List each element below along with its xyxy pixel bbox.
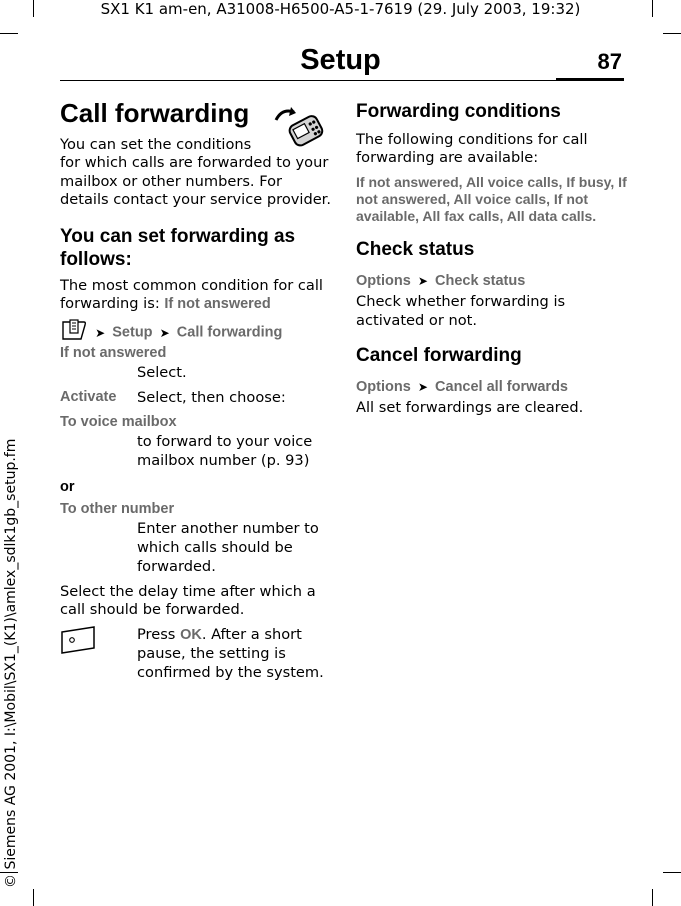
crop-mark bbox=[663, 872, 681, 873]
press-ok-text: pause, the setting is bbox=[137, 645, 286, 662]
select-text: Select. bbox=[137, 364, 187, 381]
forwarding-subheading: follows: bbox=[60, 249, 132, 270]
common-condition-prefix: forwarding is: bbox=[60, 295, 160, 312]
check-status-text: Check whether forwarding is bbox=[356, 293, 566, 310]
file-info: SX1 K1 am-en, A31008-H6500-A5-1-7619 (29. July 2003, 19:32) bbox=[100, 0, 581, 18]
press-ok-text bbox=[137, 625, 302, 644]
conditions-list: not answered, All voice calls, If not bbox=[356, 191, 589, 207]
header-rule bbox=[60, 80, 624, 81]
softkey-icon bbox=[60, 625, 98, 655]
intro-line: You can set the conditions bbox=[60, 136, 252, 153]
other-number-text: which calls should be bbox=[137, 539, 293, 556]
forwarding-subheading: You can set forwarding as bbox=[60, 226, 296, 247]
intro-line: for which calls are forwarded to your bbox=[60, 154, 329, 171]
arrow-icon: ➤ bbox=[417, 380, 428, 394]
phone-forward-icon bbox=[272, 106, 328, 152]
page-title: Setup bbox=[300, 44, 381, 76]
check-status-heading: Check status bbox=[356, 239, 475, 260]
conditions-text: The following conditions for call bbox=[356, 131, 588, 148]
press-suffix: . After a short bbox=[201, 626, 302, 643]
arrow-icon: ➤ bbox=[417, 274, 428, 288]
common-condition-line bbox=[60, 294, 271, 313]
menu-path bbox=[60, 318, 282, 346]
other-number-label: To other number bbox=[60, 501, 175, 517]
other-number-text: Enter another number to bbox=[137, 520, 319, 537]
activate-label: Activate bbox=[60, 389, 117, 405]
press-ok-text: confirmed by the system. bbox=[137, 664, 324, 681]
or-label: or bbox=[60, 479, 75, 495]
voice-mailbox-label: To voice mailbox bbox=[60, 414, 177, 430]
other-number-text: forwarded. bbox=[137, 558, 216, 575]
crop-mark bbox=[663, 33, 681, 34]
crop-mark bbox=[652, 889, 653, 906]
page-number-rule bbox=[556, 78, 624, 81]
conditions-list: available, All fax calls, All data calls. bbox=[356, 208, 597, 224]
arrow-icon: ➤ bbox=[95, 325, 106, 340]
common-condition-value: If not answered bbox=[164, 296, 271, 312]
check-status-text: activated or not. bbox=[356, 312, 478, 329]
press-prefix: Press bbox=[137, 626, 176, 643]
cancel-options: Options bbox=[356, 379, 411, 395]
intro-line: mailbox or other numbers. For bbox=[60, 173, 283, 190]
menu-path-setup: Setup bbox=[112, 324, 153, 341]
conditions-list: If not answered, All voice calls, If busy, If bbox=[356, 174, 627, 190]
check-status-path bbox=[356, 270, 525, 290]
page-number: 87 bbox=[597, 49, 622, 74]
cancel-forwarding-heading: Cancel forwarding bbox=[356, 345, 522, 366]
forwarding-conditions-heading: Forwarding conditions bbox=[356, 101, 561, 122]
intro-line: details contact your service provider. bbox=[60, 191, 331, 208]
conditions-text: forwarding are available: bbox=[356, 149, 539, 166]
crop-mark bbox=[0, 33, 18, 34]
delay-text: Select the delay time after which a bbox=[60, 583, 316, 600]
voice-mailbox-text: to forward to your voice bbox=[137, 433, 313, 450]
activate-text: Select, then choose: bbox=[137, 389, 286, 406]
menu-path-call-forwarding: Call forwarding bbox=[176, 324, 283, 341]
delay-text: call should be forwarded. bbox=[60, 601, 245, 618]
call-forwarding-heading: Call forwarding bbox=[60, 98, 250, 128]
cancel-forwarding-text: All set forwardings are cleared. bbox=[356, 399, 584, 416]
voice-mailbox-text: mailbox number (p. 93) bbox=[137, 452, 310, 469]
cancel-all-forwards-item: Cancel all forwards bbox=[435, 379, 568, 395]
arrow-icon: ➤ bbox=[159, 325, 170, 340]
common-condition-line: The most common condition for call bbox=[60, 277, 323, 294]
crop-mark bbox=[33, 889, 34, 906]
if-not-answered-label: If not answered bbox=[60, 345, 167, 361]
ok-key-label: OK bbox=[180, 627, 202, 643]
cancel-forwarding-path bbox=[356, 376, 568, 396]
menu-key-icon bbox=[60, 318, 88, 346]
copyright-sidebar: © Siemens AG 2001, I:\Mobil\SX1_(K1)\amlex_sdlk1gb_setup.fm bbox=[3, 438, 19, 888]
check-options: Options bbox=[356, 273, 411, 289]
check-status-item: Check status bbox=[435, 273, 526, 289]
